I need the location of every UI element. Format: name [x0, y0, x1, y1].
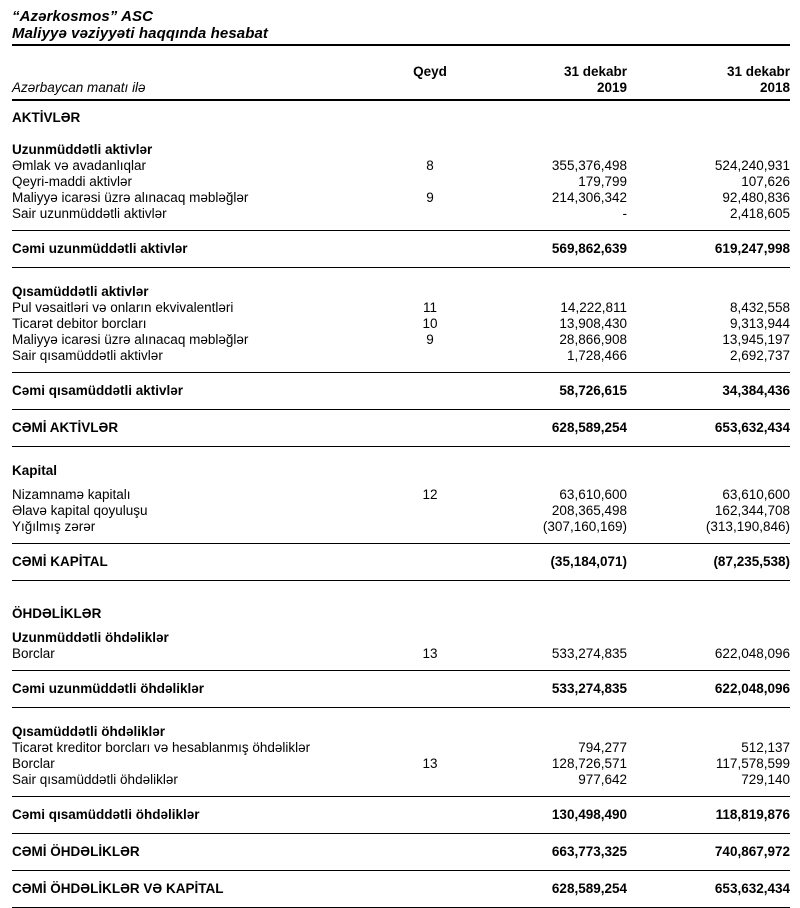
row-label: Əlavə kapital qoyuluşu [12, 503, 148, 518]
row-value-2019 [465, 142, 627, 158]
row-note-ref [395, 420, 465, 436]
row-value-2018: 34,384,436 [722, 383, 790, 398]
row-value-2019: 569,862,639 [551, 241, 627, 256]
document-header [12, 8, 790, 46]
table-row-data [12, 332, 790, 348]
row-note-ref: 9 [426, 190, 434, 205]
row-value-2018: 2,692,737 [729, 348, 790, 363]
table-row-subheader [12, 284, 790, 300]
row-label: AKTİVLƏR [12, 110, 81, 125]
row-note-ref [395, 206, 465, 222]
row-note-ref: 12 [422, 487, 438, 502]
row-note-ref [395, 630, 465, 646]
row-value-2019 [465, 630, 627, 646]
row-value-2019: 63,610,600 [559, 487, 627, 502]
table-row-section [12, 597, 790, 622]
row-label: Borclar [12, 756, 55, 771]
row-label: CƏMİ ÖHDƏLİKLƏR VƏ KAPİTAL [12, 881, 224, 896]
table-row-total [12, 796, 790, 834]
table-row-subheader [12, 630, 790, 646]
row-value-2019: 628,589,254 [551, 420, 627, 435]
row-value-2019: (307,160,169) [542, 519, 627, 534]
row-note-ref [395, 881, 465, 897]
row-value-2019: 977,642 [578, 772, 627, 787]
row-label: Pul vəsaitləri və onların ekvivalentləri [12, 300, 234, 315]
row-value-2018 [627, 630, 790, 646]
row-value-2019: 214,306,342 [551, 190, 627, 205]
row-value-2019: 663,773,325 [551, 844, 627, 859]
row-note-ref [395, 740, 465, 756]
row-value-2019: 13,908,430 [559, 316, 627, 331]
table-column-headers [12, 46, 790, 101]
row-note-ref [395, 772, 465, 788]
row-note-ref [395, 844, 465, 860]
row-label: Ticarət debitor borcları [12, 316, 147, 331]
table-row-total [12, 834, 790, 871]
report-title: Maliyyə vəziyyəti haqqında hesabat [12, 25, 268, 42]
row-value-2018: 740,867,972 [714, 844, 790, 859]
row-label: Qısamüddətli öhdəliklər [12, 724, 166, 739]
row-note-ref [395, 681, 465, 697]
row-value-2018: 729,140 [741, 772, 790, 787]
row-value-2018 [627, 142, 790, 158]
row-label: Borclar [12, 646, 55, 661]
table-row-data [12, 174, 790, 190]
row-value-2018 [627, 463, 790, 479]
row-value-2018: 9,313,944 [729, 316, 790, 331]
currency-note: Azərbaycan manatı ilə [12, 80, 146, 95]
row-value-2018 [627, 606, 790, 622]
row-note-ref: 8 [426, 158, 434, 173]
table-row-data [12, 503, 790, 519]
row-value-2018: 512,137 [741, 740, 790, 755]
row-label: ÖHDƏLİKLƏR [12, 606, 102, 621]
row-note-ref [395, 110, 465, 126]
row-value-2019: 58,726,615 [559, 383, 627, 398]
row-label: Cəmi uzunmüddətli öhdəliklər [12, 681, 205, 696]
row-label: CƏMİ KAPİTAL [12, 554, 108, 569]
row-value-2019: 355,376,498 [551, 158, 627, 173]
table-row-section [12, 101, 790, 126]
row-value-2019 [465, 606, 627, 622]
row-value-2018: 63,610,600 [722, 487, 790, 502]
row-value-2019: 1,728,466 [566, 348, 627, 363]
row-note-ref [395, 606, 465, 622]
row-value-2019: 628,589,254 [551, 881, 627, 896]
row-label: Sair qısamüddətli öhdəliklər [12, 772, 178, 787]
row-label: Kapital [12, 463, 58, 478]
row-value-2019: - [622, 206, 627, 221]
company-name: “Azərkosmos” ASC [12, 8, 154, 25]
row-value-2018: 622,048,096 [714, 681, 790, 696]
row-value-2018 [627, 724, 790, 740]
row-value-2018: 619,247,998 [714, 241, 790, 256]
table-row-data [12, 158, 790, 174]
row-value-2018: 13,945,197 [722, 332, 790, 347]
row-note-ref [395, 554, 465, 570]
row-label: Nizamnamə kapitalı [12, 487, 131, 502]
row-note-ref [395, 463, 465, 479]
row-value-2018: 2,418,605 [729, 206, 790, 221]
row-spacer [12, 126, 790, 142]
table-row-data [12, 316, 790, 332]
row-label: Qısamüddətli aktivlər [12, 284, 149, 299]
row-value-2018: 162,344,708 [714, 503, 790, 518]
row-spacer [12, 708, 790, 724]
row-label: Əmlak və avadanlıqlar [12, 158, 146, 173]
row-label: Cəmi qısamüddətli aktivlər [12, 383, 184, 398]
row-value-2018: 92,480,836 [722, 190, 790, 205]
table-row-data [12, 487, 790, 503]
row-note-ref: 13 [422, 756, 438, 771]
row-value-2018: 653,632,434 [714, 881, 790, 896]
row-value-2019: 14,222,811 [560, 300, 627, 315]
row-value-2018 [627, 110, 790, 126]
table-row-total [12, 410, 790, 447]
row-spacer [12, 447, 790, 463]
row-note-ref: 10 [422, 316, 438, 331]
row-value-2018: 8,432,558 [729, 300, 790, 315]
table-row-subheader [12, 463, 790, 479]
row-spacer [12, 622, 790, 630]
row-value-2019: 208,365,498 [551, 503, 627, 518]
table-row-total [12, 543, 790, 581]
row-note-ref [395, 383, 465, 399]
row-note-ref [395, 807, 465, 823]
table-row-total [12, 372, 790, 410]
table-row-data [12, 519, 790, 535]
row-value-2018: 118,819,876 [715, 807, 790, 822]
row-label: Qeyri-maddi aktivlər [12, 174, 133, 189]
row-label: Sair uzunmüddətli aktivlər [12, 206, 167, 221]
row-spacer [12, 479, 790, 487]
row-value-2018 [627, 284, 790, 300]
row-note-ref: 9 [426, 332, 434, 347]
row-note-ref [395, 284, 465, 300]
column-header-2019-line1: 31 dekabr [563, 64, 627, 79]
table-row-total [12, 871, 790, 908]
row-value-2019: 794,277 [578, 740, 627, 755]
row-note-ref [395, 503, 465, 519]
row-label: Cəmi uzunmüddətli aktivlər [12, 241, 188, 256]
table-row-data [12, 348, 790, 364]
column-header-2018 [627, 64, 790, 96]
table-row-subheader [12, 724, 790, 740]
row-label: Maliyyə icarəsi üzrə alınacaq məbləğlər [12, 332, 249, 347]
row-note-ref [395, 724, 465, 740]
row-note-ref: 11 [422, 300, 437, 315]
row-note-ref [395, 519, 465, 535]
row-note-ref [395, 142, 465, 158]
row-label: Uzunmüddətli aktivlər [12, 142, 153, 157]
column-header-2018-line2: 2018 [759, 80, 790, 95]
column-header-2019 [465, 64, 627, 96]
row-value-2019: 533,274,835 [551, 646, 627, 661]
table-row-data [12, 190, 790, 206]
row-value-2019 [465, 463, 627, 479]
row-label: Yığılmış zərər [12, 519, 96, 534]
table-row-data [12, 646, 790, 662]
table-row-total [12, 670, 790, 708]
column-header-2019-line2: 2019 [596, 80, 627, 95]
row-value-2019 [465, 724, 627, 740]
row-spacer [12, 268, 790, 284]
row-value-2018: 622,048,096 [714, 646, 790, 661]
row-label: CƏMİ ÖHDƏLİKLƏR [12, 844, 140, 859]
row-label: Uzunmüddətli öhdəliklər [12, 630, 169, 645]
row-spacer [12, 581, 790, 597]
row-value-2018: (87,235,538) [713, 554, 790, 569]
row-label: Maliyyə icarəsi üzrə alınacaq məbləğlər [12, 190, 249, 205]
row-value-2019: 130,498,490 [551, 807, 627, 822]
row-value-2018: 107,626 [741, 174, 790, 189]
row-value-2019: 533,274,835 [551, 681, 627, 696]
row-value-2018: 653,632,434 [714, 420, 790, 435]
row-value-2019: 128,726,571 [551, 756, 627, 771]
table-row-subheader [12, 142, 790, 158]
row-label: CƏMİ AKTİVLƏR [12, 420, 119, 435]
row-label: Ticarət kreditor borcları və hesablanmış öhdəliklər [12, 740, 311, 755]
row-note-ref [395, 174, 465, 190]
row-label: Cəmi qısamüddətli öhdəliklər [12, 807, 200, 822]
row-note-ref [395, 241, 465, 257]
column-header-2018-line1: 31 dekabr [726, 64, 790, 79]
table-row-data [12, 300, 790, 316]
row-note-ref [395, 348, 465, 364]
row-value-2019 [465, 284, 627, 300]
row-value-2018: 117,578,599 [715, 756, 790, 771]
column-header-note: Qeyd [413, 64, 447, 79]
table-body [12, 101, 790, 908]
table-row-data [12, 206, 790, 222]
row-value-2019: (35,184,071) [550, 554, 627, 569]
row-value-2019: 179,799 [578, 174, 627, 189]
table-row-data [12, 756, 790, 772]
row-label: Sair qısamüddətli aktivlər [12, 348, 163, 363]
row-value-2018: (313,190,846) [705, 519, 790, 534]
table-row-total [12, 230, 790, 268]
row-note-ref: 13 [422, 646, 438, 661]
row-value-2019 [465, 110, 627, 126]
row-value-2019: 28,866,908 [559, 332, 627, 347]
table-row-data [12, 740, 790, 756]
row-value-2018: 524,240,931 [714, 158, 790, 173]
table-row-data [12, 772, 790, 788]
